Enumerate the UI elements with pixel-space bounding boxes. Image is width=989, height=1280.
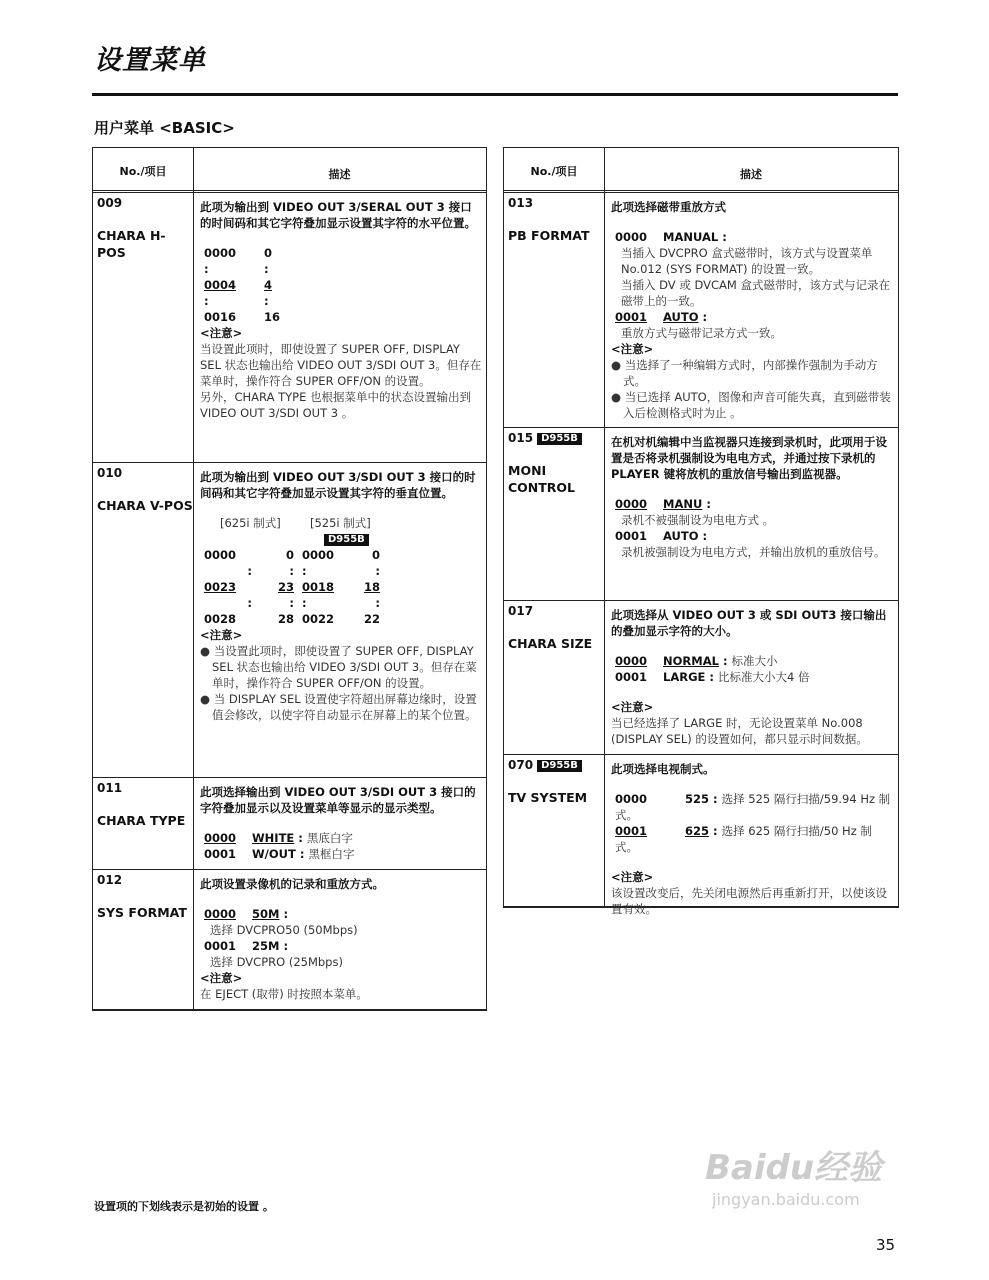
spacer: [611, 215, 894, 229]
value-cell: 0022: [302, 612, 335, 626]
option-text: 标准大小: [731, 654, 778, 668]
table-row: [504, 193, 898, 428]
option-detail: 录机不被强制设为电电方式 。: [621, 513, 775, 527]
option-line: [611, 823, 894, 855]
table-row: [93, 463, 486, 778]
option-line: [200, 830, 482, 846]
item-number: 010: [97, 466, 123, 480]
item-name: CHARA SIZE: [508, 636, 593, 651]
description-lead: 此项选择输出到 VIDEO OUT 3/SDI OUT 3 接口的字符叠加显示以及设置菜单等显示的显示类型。: [200, 785, 476, 815]
spacer: [611, 685, 894, 699]
option-line: [611, 791, 894, 823]
value-cell: 0000: [302, 548, 335, 562]
option-detail: 选择 DVCPRO50 (50Mbps): [210, 923, 358, 937]
value-row: [204, 277, 284, 293]
settings-table-right: [503, 147, 899, 916]
value-cell: :: [264, 262, 269, 276]
spacer: [611, 855, 894, 869]
option-text: 选择 625 隔行扫描/50 Hz 制式。: [615, 824, 872, 854]
value-cell: :: [247, 596, 252, 610]
note-heading: <注意>: [611, 700, 654, 714]
option-colon: :: [698, 310, 708, 324]
option-line: [200, 846, 482, 862]
value-table: [204, 547, 380, 627]
value-cell: 0: [264, 246, 273, 260]
note-text: 当设置此项时，即使设置了 SUPER OFF, DISPLAY SEL 状态也输出给 VIDEO OUT 3/SDI OUT 3。但存在菜单时，操作符合 SUPER OFF/ON 的设置。: [200, 342, 482, 388]
option-colon: :: [718, 230, 727, 244]
item-number: 017: [508, 604, 534, 618]
value-cell: 16: [264, 310, 281, 324]
value-cell: 0016: [204, 310, 237, 324]
option-text: 黑底白字: [306, 831, 353, 845]
value-table: [204, 245, 284, 325]
format-525-label: [525i 制式]: [310, 516, 371, 530]
item-number: 070 D955B: [508, 758, 582, 772]
value-cell: 0004: [204, 278, 237, 292]
value-table-header: [200, 515, 482, 531]
watermark-url: jingyan.baidu.com: [712, 1190, 860, 1209]
table-row: [93, 778, 486, 870]
option-colon: :: [705, 670, 718, 684]
option-colon: :: [698, 529, 708, 543]
description-lead: 此项选择磁带重放方式: [611, 200, 726, 214]
note-bullet: ● 当已选择 AUTO，图像和声音可能失真，直到磁带装入后检测格式时为止 。: [611, 390, 891, 420]
header-description: 描述: [740, 168, 762, 181]
option-label: LARGE: [663, 670, 706, 684]
page-number: 35: [876, 1236, 896, 1254]
value-cell: :: [264, 294, 269, 308]
value-cell: :: [204, 262, 209, 276]
option-label: AUTO: [663, 310, 699, 324]
item-number: 013: [508, 196, 534, 210]
header-description: 描述: [328, 168, 351, 181]
value-cell: 0018: [302, 580, 335, 594]
table-row: [93, 193, 486, 463]
item-number: 012: [97, 873, 123, 887]
note-heading: <注意>: [200, 326, 243, 340]
note-text: 当已经选择了 LARGE 时，无论设置菜单 No.008 (DISPLAY SEL) 的设置如何，都只显示时间数据。: [611, 716, 868, 746]
description-lead: 此项为输出到 VIDEO OUT 3/SDI OUT 3 接口的时间码和其它字符叠加显示设置其字符的垂直位置。: [200, 470, 476, 500]
value-cell: :: [302, 596, 307, 610]
option-code: 0000: [615, 654, 648, 668]
option-line: [611, 669, 894, 685]
item-number: 009: [97, 196, 123, 210]
value-cell: 18: [363, 580, 380, 594]
header-no-item: No./项目: [530, 165, 578, 178]
value-cell: :: [247, 564, 252, 578]
option-colon: :: [709, 792, 722, 806]
item-name: MONI CONTROL: [508, 463, 576, 495]
option-colon: :: [295, 847, 309, 861]
note-text: 在 EJECT (取带) 时按照本菜单。: [200, 987, 368, 1001]
value-row: [204, 547, 380, 563]
table-row: [93, 870, 486, 1010]
spacer: [200, 816, 482, 830]
option-detail: 录机被强制设为电电方式，并输出放机的重放信号。: [621, 545, 886, 559]
item-description: [611, 434, 894, 560]
option-code: 0001: [204, 847, 237, 861]
note-heading: <注意>: [611, 342, 654, 356]
title-rule: [92, 93, 898, 96]
description-lead: 在机对机编辑中当监视器只连接到录机时，此项用于设置是否将录机强制设为电电方式，并通过按下录机的 PLAYER 键将放机的重放信号输出到监视器。: [611, 435, 887, 481]
option-code: 0001: [615, 824, 648, 838]
value-cell: 22: [363, 612, 380, 626]
option-code: 0000: [615, 497, 648, 511]
option-line: [611, 496, 894, 512]
item-description: [200, 876, 482, 1002]
table-row: [504, 428, 898, 601]
value-cell: 0028: [204, 612, 237, 626]
option-code: 0000: [615, 230, 648, 244]
option-colon: :: [718, 654, 732, 668]
value-row: [204, 293, 284, 309]
spacer: [611, 639, 894, 653]
value-cell: :: [375, 596, 380, 610]
option-code: 0001: [615, 529, 648, 543]
model-badge: D955B: [537, 760, 582, 772]
option-code: 0001: [615, 670, 648, 684]
note-heading: <注意>: [200, 971, 243, 985]
option-line: [611, 229, 894, 245]
description-lead: 此项为输出到 VIDEO OUT 3/SERAL OUT 3 接口的时间码和其它字符叠加显示设置其字符的水平位置。: [200, 200, 476, 230]
option-code: 0000: [204, 831, 237, 845]
option-label: 25M: [252, 939, 280, 953]
item-number: 015 D955B: [508, 431, 582, 445]
option-label: 50M: [252, 907, 280, 921]
model-badge: D955B: [537, 433, 582, 445]
option-text: 比标准大小大4 倍: [718, 670, 810, 684]
value-cell: 23: [277, 580, 294, 594]
option-line: [611, 653, 894, 669]
value-cell: 0000: [204, 246, 237, 260]
option-line: [611, 309, 894, 325]
option-label: 525: [685, 792, 710, 806]
item-description: [611, 607, 894, 747]
option-code: 0001: [204, 939, 237, 953]
item-description: [200, 469, 482, 723]
option-detail: 当插入 DVCPRO 盒式磁带时，该方式与设置菜单 No.012 (SYS FORMAT) 的设置一致。: [621, 246, 873, 276]
note-text: 该设置改变后，先关闭电源然后再重新打开，以使该设置有效。: [611, 886, 887, 916]
spacer: [200, 231, 482, 245]
description-lead: 此项设置录像机的记录和重放方式。: [200, 877, 384, 891]
value-cell: :: [289, 564, 294, 578]
item-name: PB FORMAT: [508, 228, 590, 243]
note-bullet: ● 当设置此项时，即使设置了 SUPER OFF, DISPLAY SEL 状态也输出给 VIDEO 3/SDI OUT 3。但存在菜单时，操作符合 SUPER OFF/ON 的设置。: [200, 644, 477, 690]
value-row: [204, 309, 284, 325]
badge-line: [200, 531, 482, 547]
value-row: [204, 261, 284, 277]
value-cell: :: [289, 596, 294, 610]
value-row: [204, 563, 380, 579]
option-text: 黑框白字: [308, 847, 355, 861]
option-code: 0001: [615, 310, 648, 324]
footer-note: 设置项的下划线表示是初始的设置 。: [94, 1200, 274, 1213]
section-subtitle: 用户菜单 <BASIC>: [94, 119, 235, 137]
item-description: [611, 199, 894, 421]
description-lead: 此项选择电视制式。: [611, 762, 715, 776]
value-cell: 4: [264, 278, 273, 292]
table-row: [504, 755, 898, 916]
item-number: 011: [97, 781, 123, 795]
value-cell: 0000: [204, 548, 237, 562]
item-name: CHARA V-POS: [97, 498, 193, 513]
option-line: [200, 906, 482, 922]
option-text: 选择 525 隔行扫描/59.94 Hz 制式。: [615, 792, 891, 822]
watermark-logo: Baidu经验: [705, 1148, 883, 1188]
value-cell: 28: [277, 612, 294, 626]
option-colon: :: [702, 497, 711, 511]
option-colon: :: [294, 831, 307, 845]
option-label: W/OUT: [252, 847, 296, 861]
item-description: [200, 199, 482, 421]
table-header: [504, 148, 898, 193]
spacer: [200, 892, 482, 906]
option-colon: :: [279, 907, 289, 921]
item-description: [611, 761, 894, 917]
value-cell: 0023: [204, 580, 237, 594]
value-cell: 0: [371, 548, 380, 562]
value-cell: :: [375, 564, 380, 578]
option-label: MANUAL: [663, 230, 719, 244]
spacer: [611, 482, 894, 496]
value-cell: :: [204, 294, 209, 308]
model-badge: D955B: [324, 534, 369, 546]
option-label: AUTO: [663, 529, 699, 543]
option-label: 625: [685, 824, 710, 838]
option-label: WHITE: [252, 831, 295, 845]
table-header: [93, 148, 486, 193]
item-name: CHARA TYPE: [97, 813, 186, 828]
item-description: [200, 784, 482, 862]
option-code: 0000: [204, 907, 237, 921]
item-name: TV SYSTEM: [508, 790, 588, 805]
page-title: 设置菜单: [94, 45, 206, 76]
header-no-item: No./项目: [119, 165, 167, 178]
option-label: MANU: [663, 497, 703, 511]
option-line: [200, 938, 482, 954]
value-cell: 0: [285, 548, 294, 562]
note-bullet: ● 当选择了一种编辑方式时，内部操作强制为手动方式。: [611, 358, 878, 388]
value-cell: :: [302, 564, 307, 578]
option-colon: :: [279, 939, 289, 953]
value-row: [204, 579, 380, 595]
option-code: 0000: [615, 792, 648, 806]
note-heading: <注意>: [611, 870, 654, 884]
value-row: [204, 595, 380, 611]
item-name: SYS FORMAT: [97, 905, 187, 920]
option-detail: 当插入 DV 或 DVCAM 盒式磁带时，该方式与记录在磁带上的一致。: [621, 278, 890, 308]
item-name: CHARA H-POS: [97, 228, 166, 260]
option-label: NORMAL: [663, 654, 719, 668]
option-detail: 重放方式与磁带记录方式一致。: [621, 326, 782, 340]
settings-table-left: [92, 147, 487, 1011]
spacer: [611, 777, 894, 791]
option-detail: 选择 DVCPRO (25Mbps): [210, 955, 343, 969]
value-row: [204, 611, 380, 627]
option-colon: :: [709, 824, 722, 838]
option-line: [611, 528, 894, 544]
note-text: 另外，CHARA TYPE 也根据菜单中的状态设置输出到 VIDEO OUT 3/SDI OUT 3 。: [200, 390, 471, 420]
value-row: [204, 245, 284, 261]
note-bullet: ● 当 DISPLAY SEL 设置使字符超出屏幕边缘时，设置值会修改，以使字符自动显示在屏幕上的某个位置。: [200, 692, 477, 722]
note-heading: <注意>: [200, 628, 243, 642]
format-625-label: [625i 制式]: [220, 516, 281, 530]
table-row: [504, 601, 898, 755]
description-lead: 此项选择从 VIDEO OUT 3 或 SDI OUT3 接口输出的叠加显示字符的大小。: [611, 608, 887, 638]
spacer: [200, 501, 482, 515]
